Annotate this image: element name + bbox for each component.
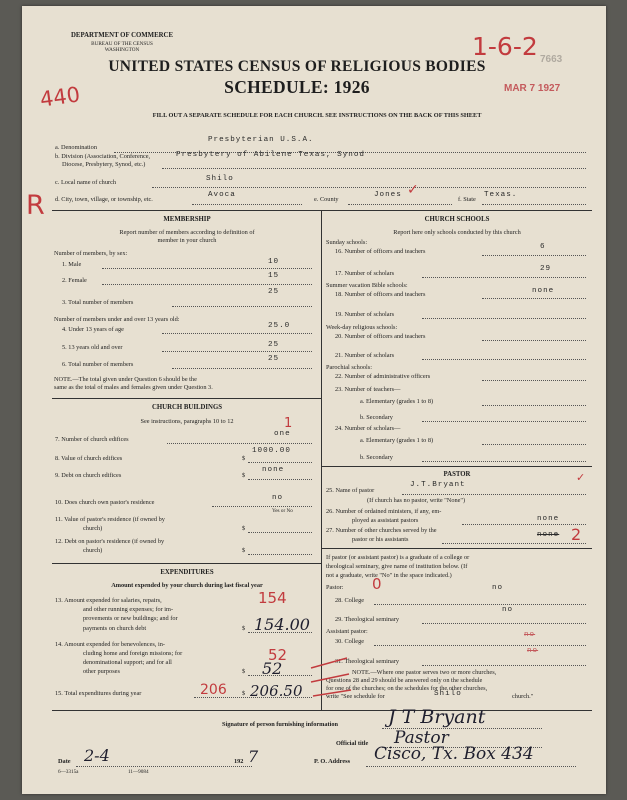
- schedule-title: SCHEDULE: 1926: [224, 77, 370, 97]
- q14-label-2: cluding home and foreign missions; for: [83, 650, 183, 657]
- q15-value: 206.50: [250, 682, 303, 700]
- q24-label: 24. Number of scholars—: [335, 425, 401, 432]
- frame-bottom: [52, 710, 592, 711]
- q14-dollar: $: [242, 668, 246, 675]
- q12-label-2: church): [83, 547, 103, 554]
- pastor-note-4b: church.": [512, 693, 534, 700]
- graduate-rule: [321, 548, 592, 549]
- red-tally-marks: [307, 646, 367, 706]
- pastor-heading: PASTOR: [443, 471, 471, 478]
- q11-label: 11. Value of pastor's residence (if owned by: [55, 516, 165, 523]
- q9-value: none: [262, 466, 285, 474]
- q13-label: 13. Amount expended for salaries, repairs,: [55, 597, 162, 604]
- pastor-note-1: NOTE.—Where one pastor serves two or more churches,: [352, 669, 497, 676]
- pastor-note-3: for one of the churches; on the schedules for the other churches,: [326, 685, 488, 692]
- membership-note-1: NOTE.—The total given under Question 6 should be the: [54, 376, 197, 383]
- po-address-value: Cisco, Tx. Box 434: [374, 744, 534, 764]
- q8-value: 1000.00: [252, 447, 291, 455]
- q29-label: 29. Theological seminary: [335, 616, 400, 623]
- q7-red-mark: 1: [284, 416, 293, 431]
- frame-top: [52, 210, 592, 211]
- q31-label: 31. Theological seminary: [335, 658, 400, 665]
- q10-label: 10. Does church own pastor's residence: [55, 499, 155, 506]
- q26-value: none: [537, 515, 560, 523]
- q13-label-4: payments on church debt: [83, 625, 147, 632]
- q17-value: 29: [540, 265, 552, 273]
- pastor-sub-label: Pastor:: [326, 584, 344, 591]
- division-label: b. Division (Association, Conference,: [55, 153, 151, 160]
- pastor-note-2: Questions 28 and 29 should be answered only on the schedule: [326, 677, 483, 684]
- q11-dollar: $: [242, 525, 246, 532]
- q13-value: 154.00: [254, 615, 310, 634]
- signature-value: J T Bryant: [388, 706, 486, 728]
- q26-label: 26. Number of ordained ministers, if any, em-: [326, 508, 442, 515]
- grad-instruction-2: theological seminary, give name of institution below. (If: [326, 563, 468, 570]
- q18-label: 18. Number of officers and teachers: [335, 291, 426, 298]
- county-label: e. County: [314, 196, 339, 203]
- q7-value: one: [274, 430, 291, 438]
- q18-value: none: [532, 287, 555, 295]
- q27-label: 27. Number of other churches served by the: [326, 527, 437, 534]
- q22-label: 22. Number of administrative officers: [335, 373, 431, 380]
- q13-dollar: $: [242, 625, 246, 632]
- membership-sub2: member in your church: [157, 237, 217, 244]
- q17-label: 17. Number of scholars: [335, 270, 395, 277]
- q27-red-mark: 2: [571, 525, 582, 544]
- expenditures-rule: [52, 563, 321, 564]
- q13-red-ink: 154: [258, 589, 287, 607]
- year-digit: 7: [248, 747, 259, 766]
- membership-heading: MEMBERSHIP: [163, 216, 211, 223]
- red-r-mark: R: [26, 190, 45, 221]
- city-value: Avoca: [208, 191, 236, 199]
- q28-value: no: [492, 584, 504, 592]
- q26-label-2: ployed as assistant pastors: [352, 517, 419, 524]
- local-name-label: c. Local name of church: [55, 179, 117, 186]
- state-value: Texas.: [484, 191, 518, 199]
- q31-value: no: [527, 647, 539, 655]
- buildings-heading: CHURCH BUILDINGS: [151, 404, 223, 411]
- q10-value: no: [272, 494, 284, 502]
- po-address-label: P. O. Address: [314, 758, 351, 765]
- division-value: Presbytery of Abilene Texas, Synod: [176, 151, 365, 159]
- q1-label: 1. Male: [62, 261, 82, 268]
- division-label-2: Diocese, Presbytery, Synod, etc.): [62, 161, 146, 168]
- q3-value: 25: [268, 288, 280, 296]
- by-sex-label: Number of members, by sex:: [54, 250, 128, 257]
- parochial-label: Parochial schools:: [326, 364, 372, 371]
- q14-label: 14. Amount expended for benevolences, in-: [55, 641, 165, 648]
- q30-value: no: [524, 631, 536, 639]
- q23b-label: b. Secondary: [360, 414, 393, 421]
- date-value: 2-4: [84, 746, 110, 765]
- age-line-label: Number of members under and over 13 years old:: [54, 316, 180, 323]
- q11-label-2: church): [83, 525, 103, 532]
- red-check-mark: ✓: [407, 182, 419, 198]
- membership-note-2: same as the total of males and females given under Question 3.: [54, 384, 213, 391]
- denomination-label: a. Denomination: [55, 144, 97, 151]
- form-title: UNITED STATES CENSUS OF RELIGIOUS BODIES: [108, 58, 486, 75]
- q19-label: 19. Number of scholars: [335, 311, 395, 318]
- q14-red-ink: 52: [268, 646, 288, 664]
- q7-label: 7. Number of church edifices: [55, 436, 129, 443]
- official-title-value: Pastor: [394, 728, 449, 748]
- pastor-note-church: Shilo: [434, 690, 462, 698]
- general-instruction: FILL OUT A SEPARATE SCHEDULE FOR EACH CHURCH. SEE INSTRUCTIONS ON THE BACK OF THIS SHEET: [152, 112, 482, 119]
- q25-label: 25. Name of pastor: [326, 487, 375, 494]
- q30-label: 30. College: [335, 638, 365, 645]
- q12-label: 12. Debt on pastor's residence (if owned by: [55, 538, 165, 545]
- q20-label: 20. Number of officers and teachers: [335, 333, 426, 340]
- stamp-number: 7663: [540, 54, 563, 65]
- bureau-label: BUREAU OF THE CENSUS: [91, 41, 153, 47]
- q4-label: 4. Under 13 years of age: [62, 326, 124, 333]
- form-number: 6—3315a: [58, 769, 79, 775]
- q29-value: no: [502, 606, 514, 614]
- q23a-label: a. Elementary (grades 1 to 8): [360, 398, 434, 405]
- q28-label: 28. College: [335, 597, 365, 604]
- q25-value: J.T.Bryant: [410, 481, 466, 489]
- q9-dollar: $: [242, 472, 246, 479]
- q14-label-3: denominational support; and for all: [83, 659, 172, 666]
- asst-pastor-label: Assistant pastor:: [326, 628, 368, 635]
- q6-label: 6. Total number of members: [62, 361, 134, 368]
- q5-label: 5. 13 years old and over: [62, 344, 123, 351]
- q24b-label: b. Secondary: [360, 454, 393, 461]
- q25-red-check: ✓: [576, 471, 586, 484]
- buildings-sub: See instructions, paragraphs 10 to 12: [140, 418, 234, 425]
- q5-value: 25: [268, 341, 280, 349]
- red-file-number: 440: [38, 82, 82, 112]
- red-date-mark: 1-6-2: [472, 32, 538, 61]
- q24a-label: a. Elementary (grades 1 to 8): [360, 437, 434, 444]
- year-label: 192: [234, 758, 244, 765]
- q15-red-ink: 206: [200, 682, 227, 698]
- date-label: Date: [58, 758, 71, 765]
- q10-hint: Yes or No: [272, 508, 293, 514]
- q21-label: 21. Number of scholars: [335, 352, 395, 359]
- q27-value: none: [537, 531, 560, 539]
- pastor-red-mark: 0: [372, 575, 382, 593]
- center-divider: [321, 210, 322, 710]
- signature-label: Signature of person furnishing information: [222, 721, 339, 728]
- pastor-note-4a: write "See schedule for: [326, 693, 385, 700]
- q2-value: 15: [268, 272, 280, 280]
- q6-value: 25: [268, 355, 280, 363]
- grad-instruction-3: not a graduate, write "No" in the space indicated.): [326, 572, 452, 579]
- q13-label-3: provements or new buildings; and for: [83, 615, 178, 622]
- q9-label: 9. Debt on church edifices: [55, 472, 122, 479]
- buildings-rule: [52, 398, 321, 399]
- expenditures-heading: EXPENDITURES: [160, 569, 214, 576]
- q2-label: 2. Female: [62, 277, 87, 284]
- expenditures-sub: Amount expended by your church during last fiscal year: [111, 582, 263, 589]
- local-name-value: Shilo: [206, 175, 234, 183]
- official-title-label: Official title: [336, 740, 369, 747]
- membership-sub1: Report number of members according to definition of: [119, 229, 255, 236]
- schools-heading: CHURCH SCHOOLS: [424, 216, 490, 223]
- dept-label: DEPARTMENT OF COMMERCE: [71, 32, 173, 39]
- city-label-field: d. City, town, village, or township, etc.: [55, 196, 153, 203]
- q1-value: 10: [268, 258, 280, 266]
- summer-label: Summer vacation Bible schools:: [326, 282, 408, 289]
- q15-label: 15. Total expenditures during year: [55, 690, 142, 697]
- print-number: 11—9084: [128, 769, 149, 775]
- city-label: WASHINGTON: [104, 47, 140, 53]
- schools-sub: Report here only schools conducted by this church: [393, 229, 521, 236]
- q15-dollar: $: [242, 690, 246, 697]
- state-label: f. State: [458, 196, 476, 203]
- q14-value: 52: [262, 659, 283, 678]
- received-date-stamp: MAR 7 1927: [504, 83, 561, 94]
- q3-label: 3. Total number of members: [62, 299, 134, 306]
- q8-label: 8. Value of church edifices: [55, 455, 123, 462]
- denomination-value: Presbyterian U.S.A.: [208, 136, 314, 144]
- q14-label-4: other purposes: [83, 668, 120, 675]
- q4-value: 25.0: [268, 322, 291, 330]
- q13-label-2: and other running expenses; for im-: [83, 606, 174, 613]
- q27-label-2: pastor or his assistants: [352, 536, 409, 543]
- q25-hint: (If church has no pastor, write "None"): [367, 497, 466, 504]
- weekday-label: Week-day religious schools:: [326, 324, 398, 331]
- q23-label: 23. Number of teachers—: [335, 386, 401, 393]
- q12-dollar: $: [242, 547, 246, 554]
- q16-label: 16. Number of officers and teachers: [335, 248, 426, 255]
- pastor-rule: [321, 466, 592, 467]
- q16-value: 6: [540, 243, 546, 251]
- sunday-label: Sunday schools:: [326, 239, 368, 246]
- census-schedule-page: [22, 6, 606, 794]
- q8-dollar: $: [242, 455, 246, 462]
- grad-instruction-1: If pastor (or assistant pastor) is a graduate of a college or: [326, 554, 470, 561]
- county-value: Jones: [374, 191, 402, 199]
